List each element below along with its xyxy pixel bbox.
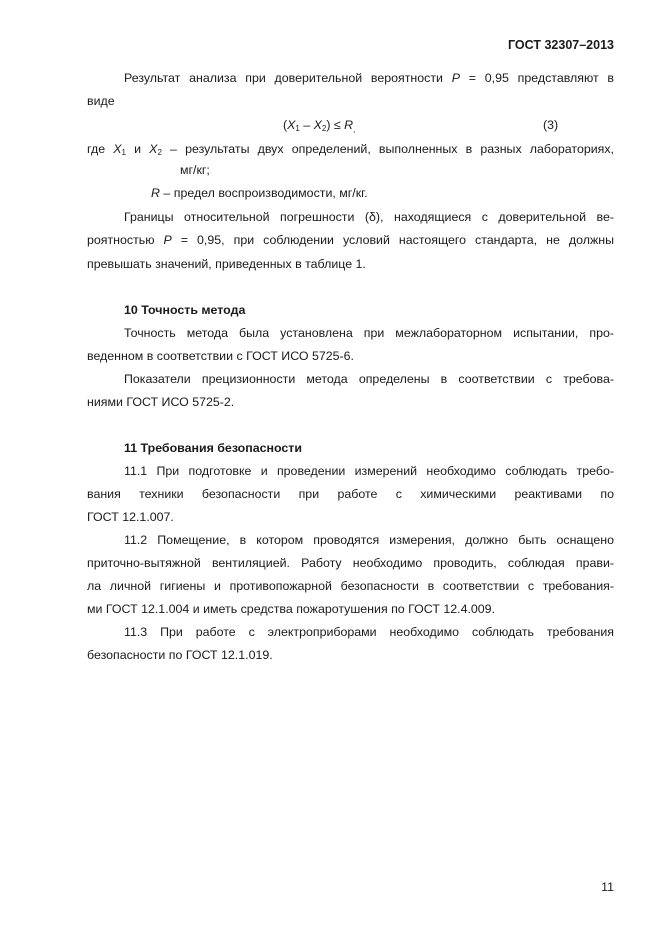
paragraph-line: вания техники безопасности при работе с химическими реактивами по <box>87 487 614 501</box>
variable-x2: X <box>313 118 322 132</box>
paragraph-line <box>87 233 614 250</box>
variable-r: R <box>151 186 160 200</box>
text: , <box>353 125 356 134</box>
text: где <box>87 142 114 156</box>
text: ) ≤ <box>326 118 345 132</box>
paragraph-line: ГОСТ 12.1.007. <box>87 510 174 524</box>
variable-x2: X <box>149 142 158 156</box>
paragraph-line: 11.1 При подготовке и проведении измерений необходимо соблюдать требо- <box>124 464 614 478</box>
text: – <box>299 118 314 132</box>
subscript: 1 <box>121 148 126 157</box>
section-title: 11 Требования безопасности <box>124 441 302 455</box>
where-line <box>87 142 614 159</box>
text: и <box>125 142 150 156</box>
paragraph-line: ми ГОСТ 12.1.004 и иметь средства пожаротушения по ГОСТ 12.4.009. <box>87 602 496 616</box>
variable-x1: X <box>113 142 122 156</box>
paragraph-line: виде <box>87 94 115 108</box>
section-title: 10 Точность метода <box>124 303 246 317</box>
page-number: 11 <box>601 880 614 894</box>
subscript: 1 <box>295 124 300 133</box>
formula-number: (3) <box>543 118 559 132</box>
text: Результат анализа при доверительной вероятности <box>124 71 452 85</box>
text: = 0,95, при соблюдении условий настоящего стандарта, не должны <box>171 233 614 247</box>
text: – предел воспроизводимости, мг/кг. <box>159 186 368 200</box>
paragraph-line: Показатели прецизионности метода определены в соответствии с требова- <box>124 372 614 386</box>
paragraph-line: превышать значений, приведенных в таблице 1. <box>87 257 366 271</box>
paragraph-line: 11.3 При работе с электроприборами необходимо соблюдать требования <box>124 625 614 639</box>
where-unit: мг/кг; <box>180 163 210 177</box>
paragraph-line: безопасности по ГОСТ 12.1.019. <box>87 648 273 662</box>
subscript: 2 <box>321 124 327 133</box>
where-r-line <box>151 186 368 200</box>
text: – результаты двух определений, выполненных в разных лабораториях, <box>161 142 614 156</box>
text: = 0,95 представляют в <box>459 71 614 85</box>
paragraph-line: веденном в соответствии с ГОСТ ИСО 5725-6. <box>87 349 354 363</box>
variable-x1: X <box>287 118 296 132</box>
paragraph-line: приточно-вытяжной вентиляцией. Работу необходимо проводить, соблюдая прави- <box>87 556 614 570</box>
text: ( <box>283 118 288 132</box>
formula <box>283 118 355 134</box>
document-header: ГОСТ 32307–2013 <box>508 38 614 52</box>
subscript: 2 <box>157 148 162 157</box>
text: роятностью <box>87 233 164 247</box>
paragraph-line: Границы относительной погрешности (δ), находящиеся с доверительной ве- <box>124 210 614 224</box>
paragraph-line: ниями ГОСТ ИСО 5725-2. <box>87 395 235 409</box>
paragraph-line: ла личной гигиены и противопожарной безопасности в соответствии с требования- <box>87 579 614 593</box>
paragraph-line: Точность метода была установлена при межлабораторном испытании, про- <box>124 326 614 340</box>
variable-r: R <box>344 118 354 132</box>
variable-p: P <box>451 71 460 85</box>
paragraph-line: 11.2 Помещение, в котором проводятся измерения, должно быть оснащено <box>124 533 614 547</box>
paragraph-line <box>124 71 614 88</box>
variable-p: P <box>163 233 172 247</box>
